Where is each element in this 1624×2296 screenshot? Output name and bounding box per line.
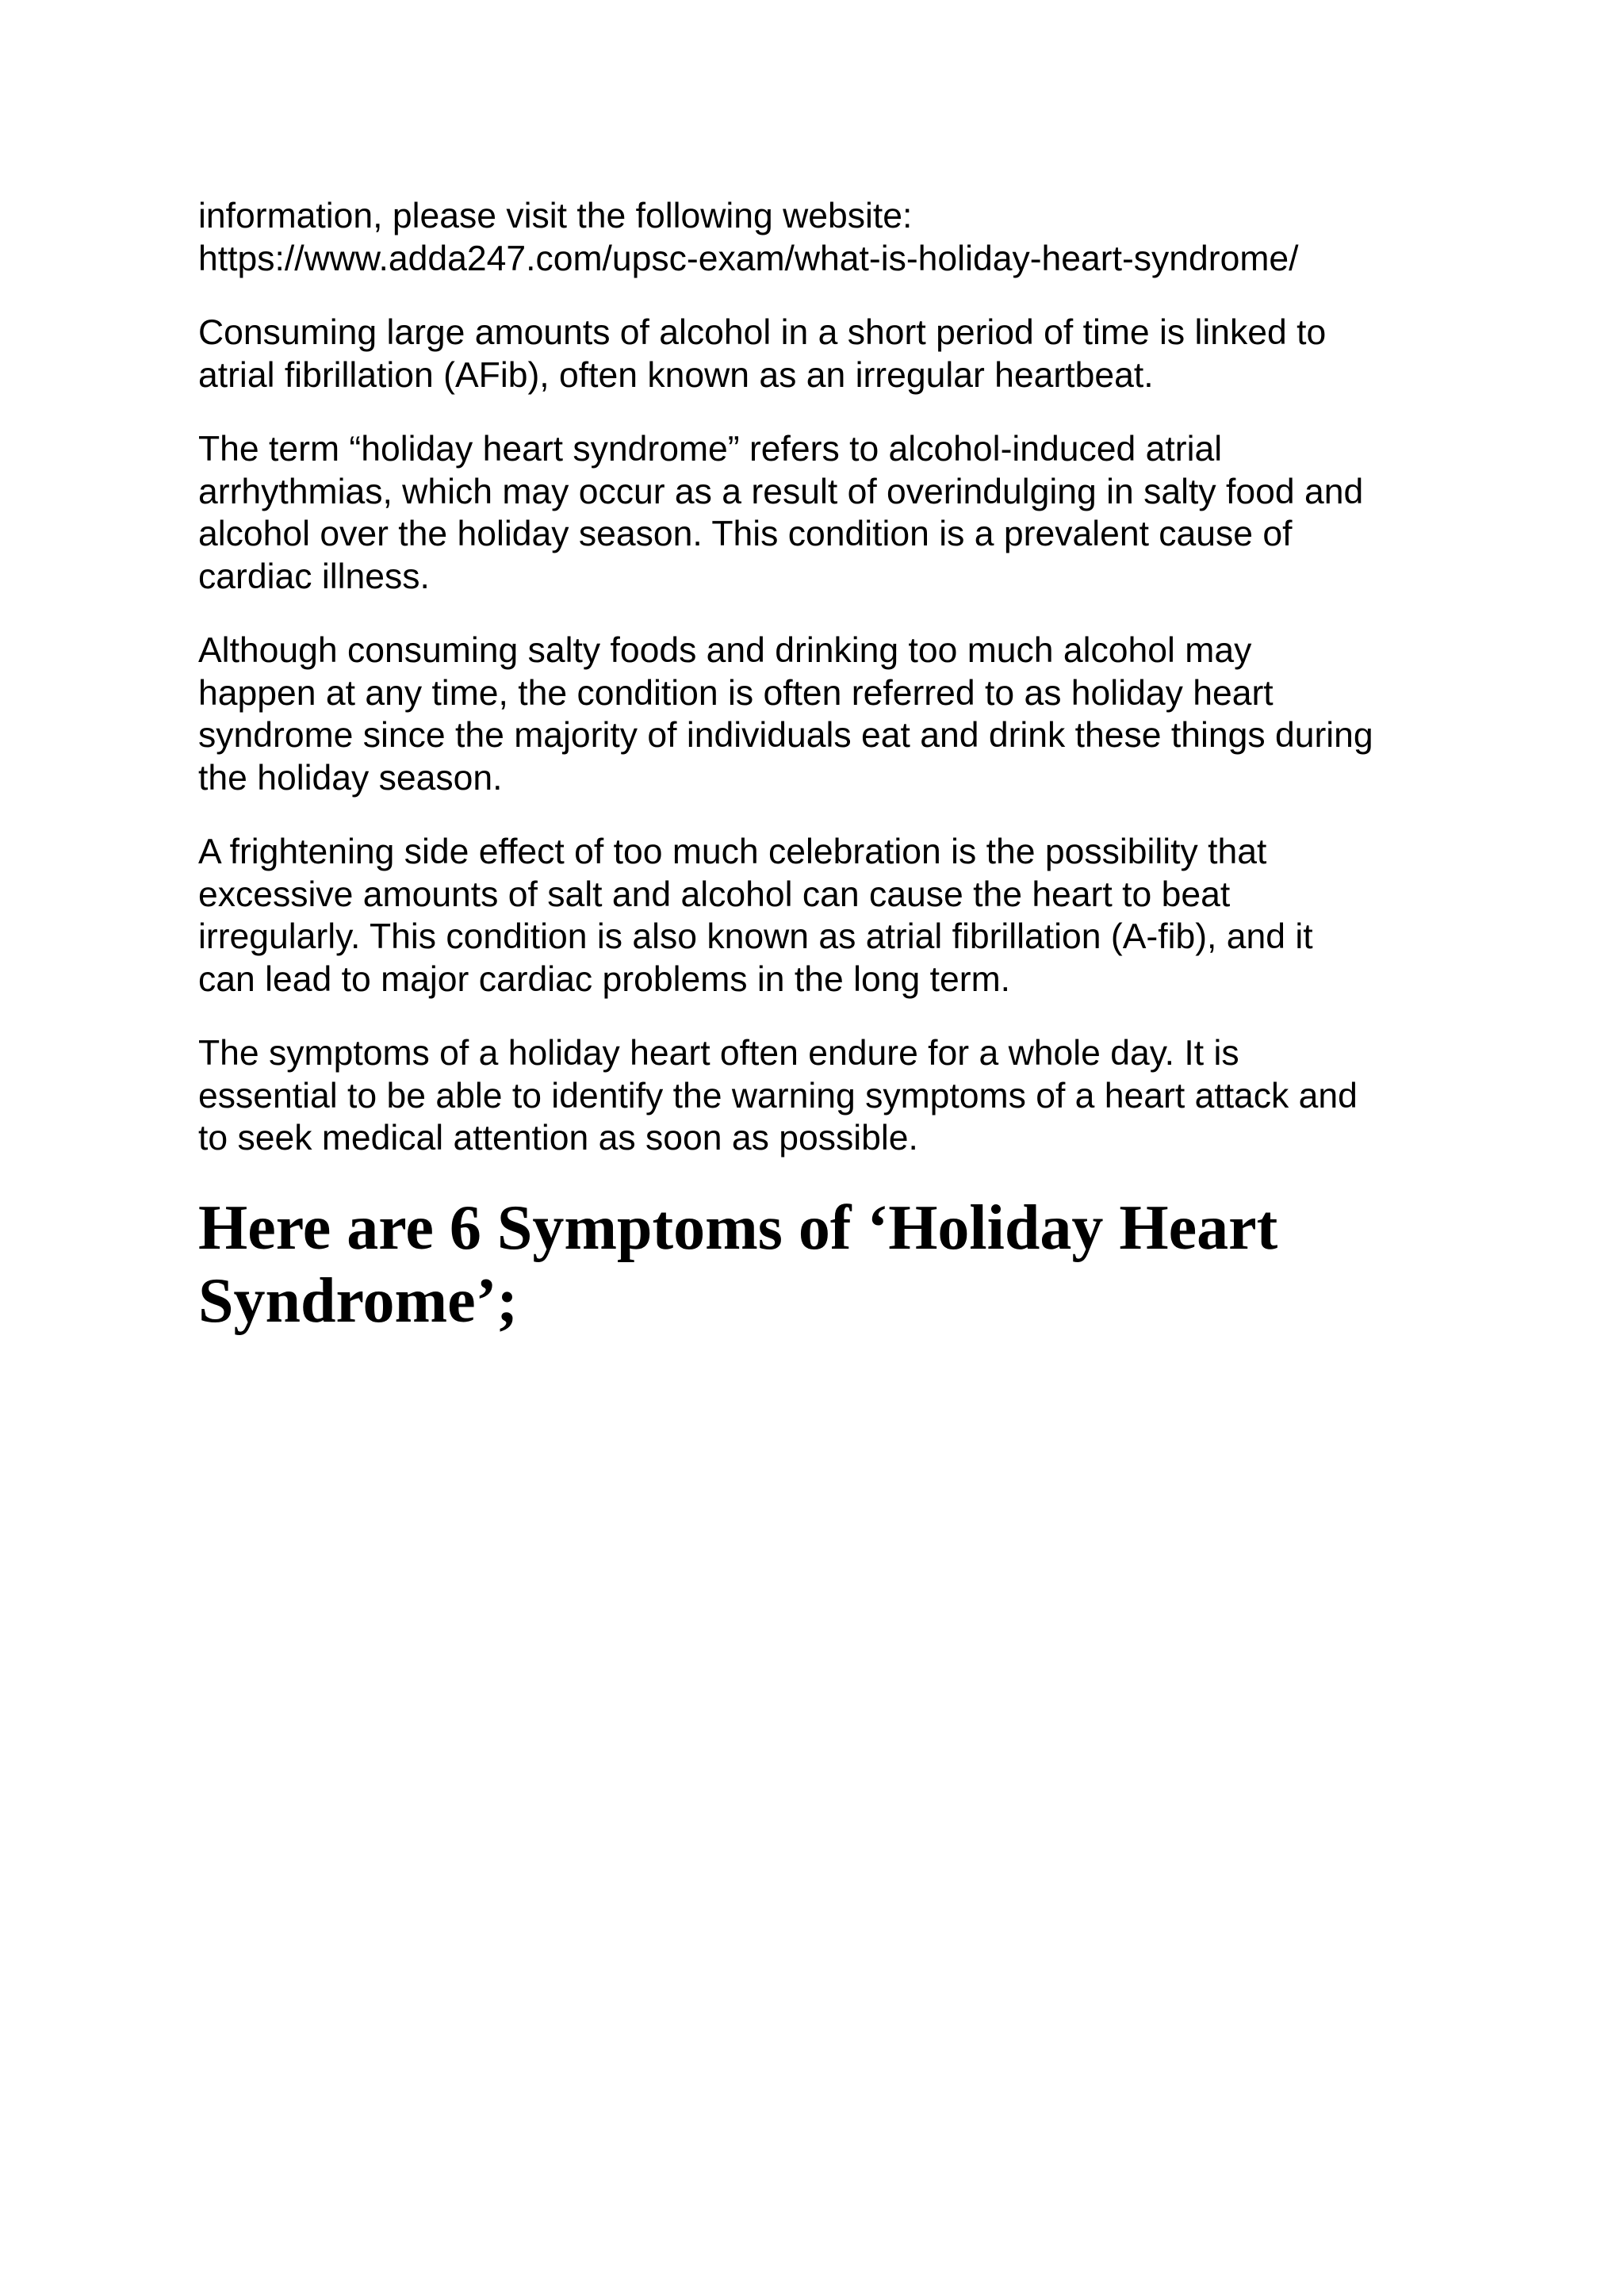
paragraph-symptoms-duration: The symptoms of a holiday heart often endure for a whole day. It is essential to be able to identify the warning symptoms of a heart attack and to seek medical attention as soon as possible. [198, 1034, 1358, 1158]
paragraph-alcohol-afib: Consuming large amounts of alcohol in a short period of time is linked to atrial fibrillation (AFib), often known as an irregular heartbeat. [198, 313, 1327, 395]
section-heading: Here are 6 Symptoms of ‘Holiday Heart Syndrome’; [198, 1192, 1278, 1336]
paragraph-side-effect: A frightening side effect of too much celebration is the possibility that excessive amounts of salt and alcohol can cause the heart to beat irregularly. This condition is also known as atrial fibrillation (A-fib), and it can lead to major cardiac problems in the long term. [198, 832, 1313, 999]
paragraph-holiday-season: Although consuming salty foods and drinking too much alcohol may happen at any time, the condition is often referred to as holiday heart syndrome since the majority of individuals eat and drink these things during the holiday season. [198, 631, 1373, 798]
paragraph-source-link: information, please visit the following website: https://www.adda247.com/upsc-exam/what-is-holiday-heart-syndrome/ [198, 197, 1299, 278]
paragraph-term-definition: The term “holiday heart syndrome” refers to alcohol-induced atrial arrhythmias, which may occur as a result of overindulging in salty food and alcohol over the holiday season. This condition is a prevalent cause of cardiac illness. [198, 430, 1364, 596]
page-content [198, 195, 1451, 1337]
